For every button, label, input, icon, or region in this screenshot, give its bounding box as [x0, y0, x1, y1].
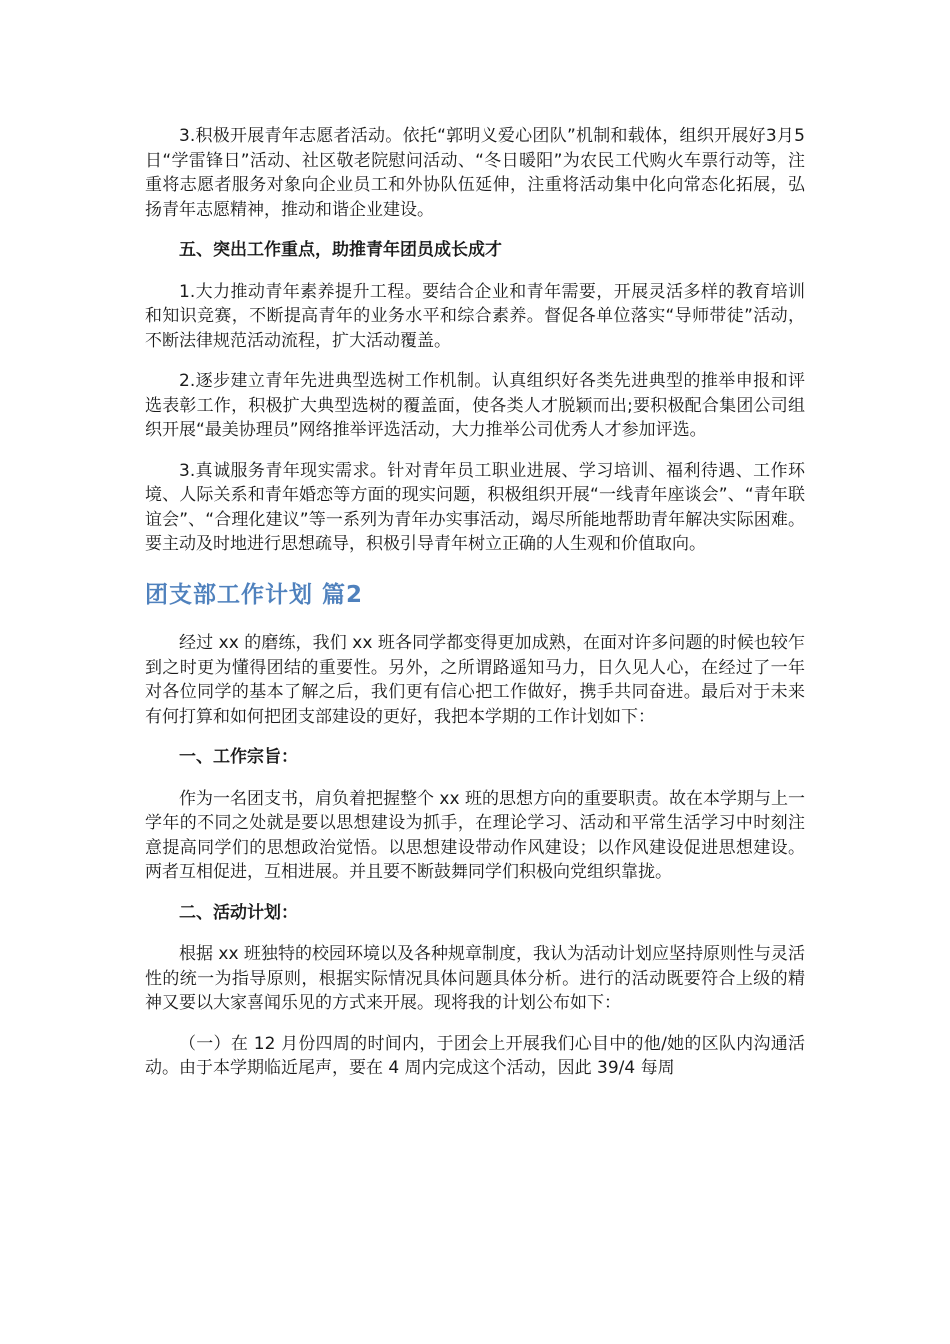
paragraph-plan-item-1: （一）在 12 月份四周的时间内，于团会上开展我们心目中的他/她的区队内沟通活动。由于本学期临近尾声，要在 4 周内完成这个活动，因此 39/4 每周: [145, 1033, 805, 1078]
paragraph-advanced-models: 2.逐步建立青年先进典型选树工作机制。认真组织好各类先进典型的推举申报和评选表彰工作，积极扩大典型选树的覆盖面，使各类人才脱颖而出;要积极配合集团公司组织开展“最美协理员”网络推举评选活动，大力推举公司优秀人才参加评选。: [145, 371, 805, 440]
paragraph-work-purpose: 作为一名团支书，肩负着把握整个 xx 班的思想方向的重要职责。故在本学期与上一学年的不同之处就是要以思想建设为抓手，在理论学习、活动和平常生活学习中时刻注意提高同学们的思想政治觉悟。以思想建设带动作风建设；以作风建设促进思想建设。两者互相促进，互相进展。并且要不断鼓舞同学们积极向党组织靠拢。: [145, 788, 805, 882]
heading-activity-plan: 二、活动计划：: [179, 902, 298, 923]
paragraph-volunteer-activities: 3.积极开展青年志愿者活动。依托“郭明义爱心团队”机制和载体，组织开展好3月5日“学雷锋日”活动、社区敬老院慰问活动、“冬日暖阳”为农民工代购火车票行动等，注重将志愿者服务对象向企业员工和外协队伍延伸，注重将活动集中化向常态化拓展，弘扬青年志愿精神，推动和谐企业建设。: [145, 126, 805, 220]
heading-work-purpose: 一、工作宗旨：: [179, 747, 298, 767]
paragraph-youth-quality: 1.大力推动青年素养提升工程。要结合企业和青年需要，开展灵活多样的教育培训和知识竞赛，不断提高青年的业务水平和综合素养。督促各单位落实“导师带徒”活动，不断法律规范活动流程，扩大活动覆盖。: [145, 281, 805, 351]
section-title-part2: 团支部工作计划 篇2: [145, 581, 364, 608]
paragraph-serve-youth: 3.真诚服务青年现实需求。针对青年员工职业进展、学习培训、福利待遇、工作环境、人际关系和青年婚恋等方面的现实问题，积极组织开展“一线青年座谈会”、“青年联谊会”、“合理化建议”等一系列为青年办实事活动，竭尽所能地帮助青年解决实际困难。要主动及时地进行思想疏导，积极引导青年树立正确的人生观和价值取向。: [145, 460, 805, 554]
heading-section-5: 五、突出工作重点，助推青年团员成长成才: [179, 240, 502, 260]
paragraph-intro: 经过 xx 的磨练，我们 xx 班各同学都变得更加成熟，在面对许多问题的时候也较乍到之时更为懂得团结的重要性。另外，之所谓路遥知马力，日久见人心，在经过了一年对各位同学的基本了解之后，我们更有信心把工作做好，携手共同奋进。最后对于未来有何打算和如何把团支部建设的更好，我把本学期的工作计划如下：: [145, 633, 805, 727]
document-page: [145, 124, 805, 1097]
paragraph-activity-plan: 根据 xx 班独特的校园环境以及各种规章制度，我认为活动计划应坚持原则性与灵活性的统一为指导原则，根据实际情况具体问题具体分析。进行的活动既要符合上级的精神又要以大家喜闻乐见的方式来开展。现将我的计划公布如下：: [145, 944, 805, 1013]
